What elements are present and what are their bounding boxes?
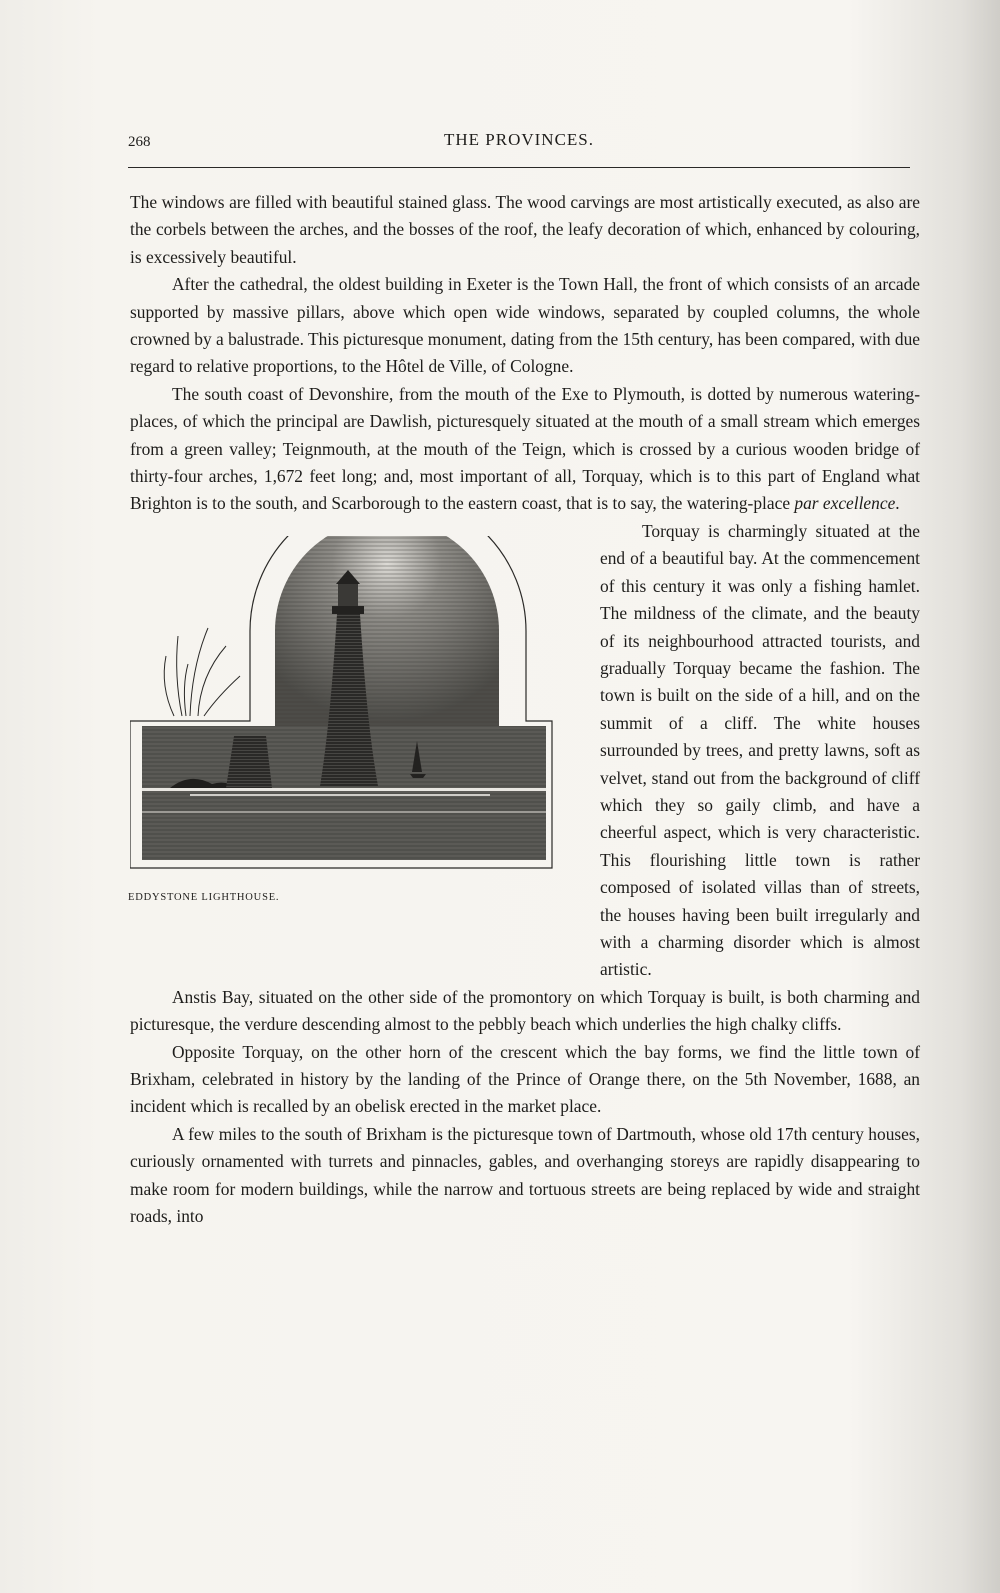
par-excellence-period: . — [895, 493, 900, 514]
figure-caption: EDDYSTONE LIGHTHOUSE. — [128, 892, 280, 903]
header-rule — [128, 167, 910, 168]
page-number: 268 — [128, 134, 151, 150]
paragraph-7: A few miles to the south of Brixham is the picturesque town of Dartmouth, whose old 17th century houses, curiously ornamented with turrets and pinnacles, gables, and overhanging storeys are rapidly disappearing to make room for modern buildings, while the narrow and tortuous streets are being replaced by wide and straight roads, into — [130, 1123, 920, 1227]
paragraph-3-text: The south coast of Devonshire, from the mouth of the Exe to Plymouth, is dotted by numerous watering-places, of which the principal are Dawlish, picturesquely situated at the mouth of a small stream which emerges from a green valley; Teignmouth, at the mouth of the Teign, which is crossed by a curious wooden bridge of thirty-four arches, 1,672 feet long; and, most important of all, Torquay, which is to this part of England what Brighton is to the south, and Scarborough to the eastern coast, that is to say, the watering-place — [130, 383, 920, 514]
paragraph-3 — [130, 381, 920, 518]
paragraph-4: Torquay is charmingly situated at the end of a beautiful bay. At the commencement of this century it was only a fishing hamlet. The mildness of the climate, and the beauty of its neighbourhood attracted tourists, and gradually Torquay became the fashion. The town is built on the side of a hill, and on the summit of a cliff. The white houses surrounded by trees, and pretty lawns, soft as velvet, stand out from the background of cliff which they so gaily climb, and have a cheerful aspect, which is very characteristic. This flourishing little town is rather composed of isolated villas than of streets, the houses having been built irregularly and with a charming disorder which is almost artistic. — [600, 520, 920, 980]
paragraph-5: Anstis Bay, situated on the other side of the promontory on which Torquay is built, is both charming and picturesque, the verdure descending almost to the pebbly beach which underlies the high chalky cliffs. — [130, 986, 920, 1035]
paragraph-2: After the cathedral, the oldest building in Exeter is the Town Hall, the front of which consists of an arcade supported by massive pillars, above which open wide windows, separated by coupled columns, the whole crowned by a balustrade. This picturesque monument, dating from the 15th century, has been compared, with due regard to relative proportions, to the Hôtel de Ville, of Cologne. — [130, 274, 920, 377]
paragraph-1: The windows are filled with beautiful stained glass. The wood carvings are most artistically executed, as also are the corbels between the arches, and the bosses of the roof, the leafy decoration of which, enhanced by colouring, is excessively beautiful. — [130, 192, 920, 267]
paragraph-6: Opposite Torquay, on the other horn of the crescent which the bay forms, we find the little town of Brixham, celebrated in history by the landing of the Prince of Orange there, on the 5th November, 1688, an incident which is recalled by an obelisk erected in the market place. — [130, 1041, 920, 1117]
par-excellence-text: par excellence — [794, 493, 896, 514]
running-title: THE PROVINCES. — [443, 130, 594, 149]
body-text — [130, 189, 920, 1230]
page-header — [128, 128, 910, 154]
eddystone-lighthouse-illustration — [130, 536, 560, 936]
